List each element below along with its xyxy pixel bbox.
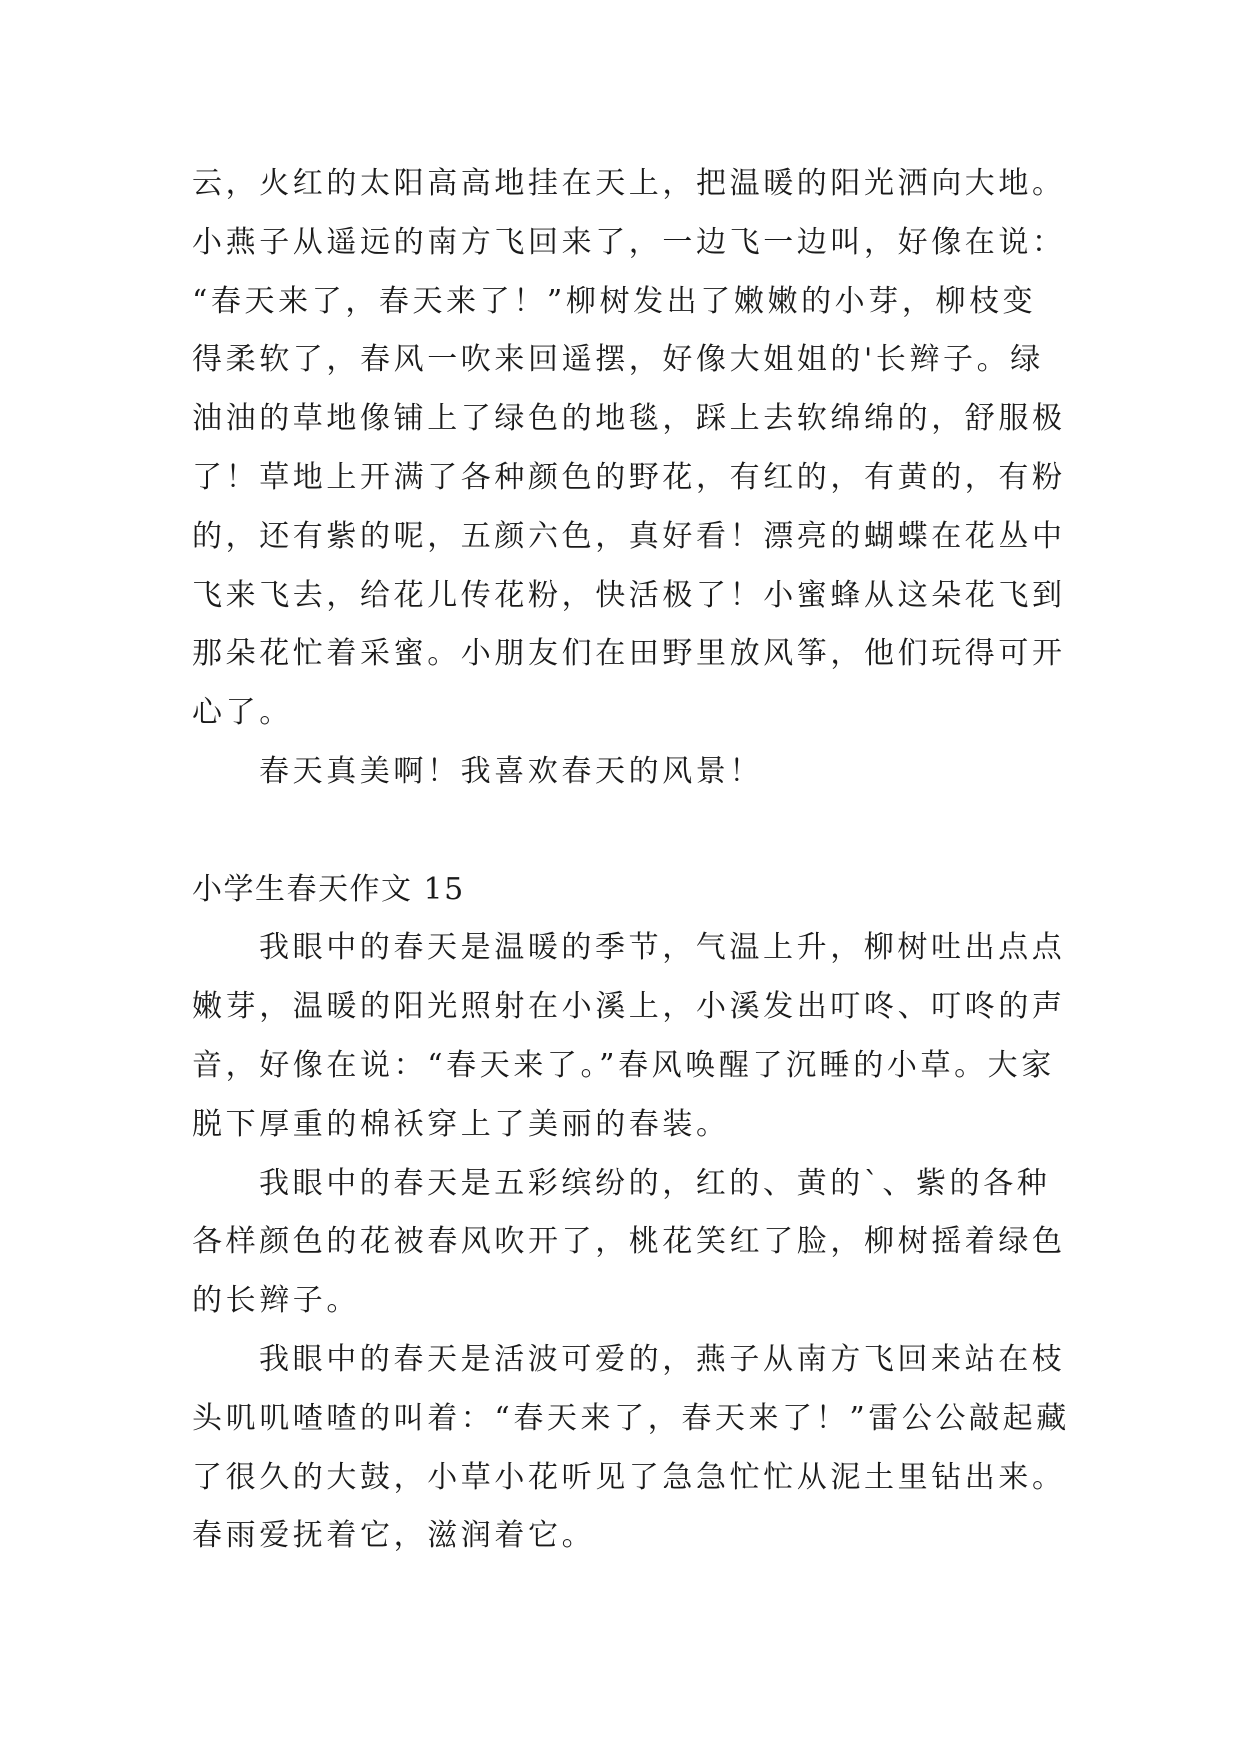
document-body [192, 155, 1092, 1566]
text-line: 的，还有紫的呢，五颜六色，真好看！漂亮的蝴蝶在花丛中 [192, 518, 1066, 554]
text-line: 音，好像在说：“春天来了。”春风唤醒了沉睡的小草。大家 [192, 1047, 1055, 1083]
continued-paragraph [192, 155, 1092, 743]
text-line: 各样颜色的花被春风吹开了，桃花笑红了脸，柳树摇着绿色 [192, 1224, 1066, 1260]
text-line: 我眼中的春天是温暖的季节，气温上升，柳树吐出点点 [259, 930, 1066, 966]
text-line: 嫩芽，温暖的阳光照射在小溪上，小溪发出叮咚、叮咚的声 [192, 989, 1066, 1025]
text-line: 心了。 [192, 695, 293, 731]
text-line: 小燕子从遥远的南方飞回来了，一边飞一边叫，好像在说： [192, 224, 1066, 260]
essay-paragraph [192, 919, 1092, 1154]
text-line: 春雨爱抚着它，滋润着它。 [192, 1518, 596, 1554]
text-line: 头叽叽喳喳的叫着：“春天来了，春天来了！”雷公公敲起藏 [192, 1400, 1070, 1436]
closing-paragraph [192, 743, 1092, 802]
text-line: 那朵花忙着采蜜。小朋友们在田野里放风筝，他们玩得可开 [192, 636, 1066, 672]
text-line: 春天真美啊！我喜欢春天的风景！ [259, 753, 763, 789]
text-line: 的长辫子。 [192, 1283, 360, 1319]
essay-paragraph [192, 1155, 1092, 1331]
text-line: “春天来了，春天来了！”柳树发出了嫩嫩的小芽，柳枝变 [192, 283, 1037, 319]
text-line: 得柔软了，春风一吹来回遥摆，好像大姐姐的'长辫子。绿 [192, 342, 1044, 378]
text-line: 了！草地上开满了各种颜色的野花，有红的，有黄的，有粉 [192, 459, 1066, 495]
text-line: 我眼中的春天是五彩缤纷的，红的、黄的`、紫的各种 [259, 1165, 1051, 1201]
text-line: 飞来飞去，给花儿传花粉，快活极了！小蜜蜂从这朵花飞到 [192, 577, 1066, 613]
text-line: 脱下厚重的棉袄穿上了美丽的春装。 [192, 1106, 730, 1142]
essay-title: 小学生春天作文 15 [192, 871, 465, 907]
text-line: 云，火红的太阳高高地挂在天上，把温暖的阳光洒向大地。 [192, 166, 1066, 201]
essay-paragraph [192, 1331, 1092, 1566]
text-line: 我眼中的春天是活波可爱的，燕子从南方飞回来站在枝 [259, 1341, 1066, 1377]
text-line: 了很久的大鼓，小草小花听见了急急忙忙从泥土里钻出来。 [192, 1459, 1066, 1495]
text-line: 油油的草地像铺上了绿色的地毯，踩上去软绵绵的，舒服极 [192, 401, 1066, 437]
